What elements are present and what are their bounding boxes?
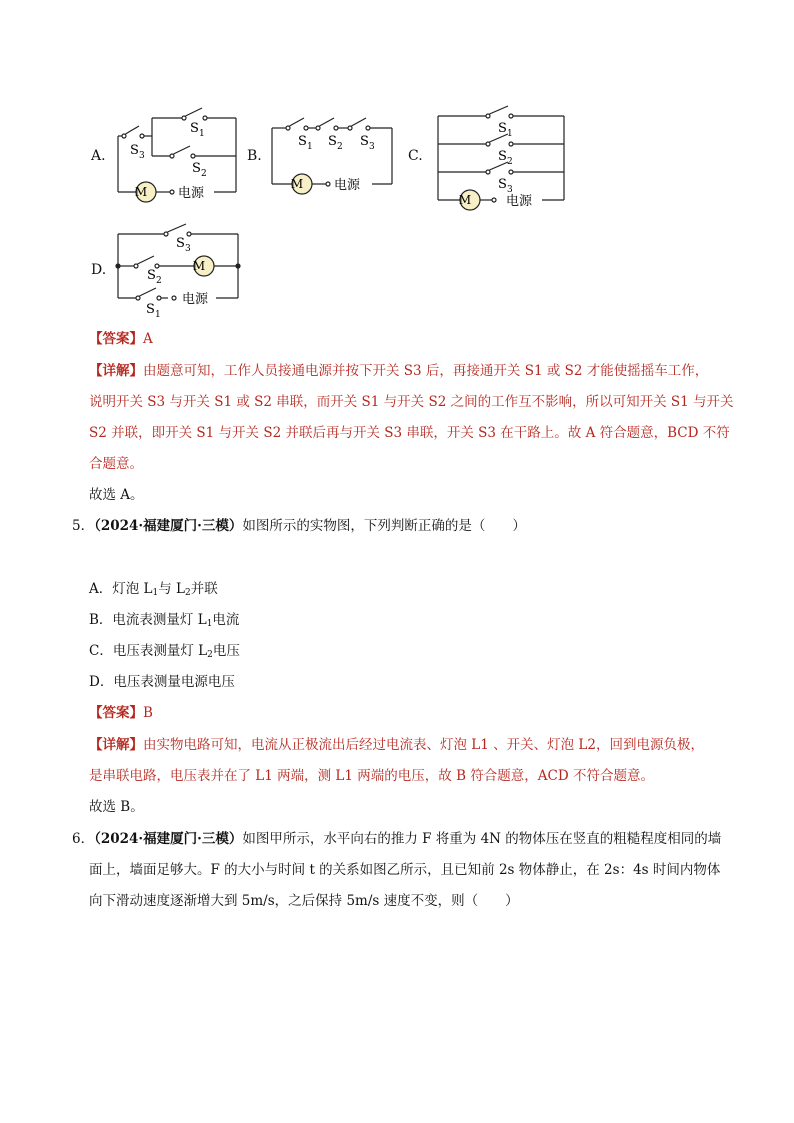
detail-text: 由题意可知，工作人员接通电源并按下开关 S3 后，再接通开关 S1 或 S2 才能使摇摇车工作， xyxy=(143,363,709,379)
q5-option-c: C．电压表测量灯 $L_2$电压 xyxy=(89,643,240,660)
power-source-label: 电源 xyxy=(182,292,209,307)
switch-s2-sub: 2 xyxy=(337,142,343,152)
q5-conclusion: 故选 B。 xyxy=(89,799,144,815)
power-source-label: 电源 xyxy=(178,186,205,201)
switch-s1-sub: 1 xyxy=(507,129,513,139)
switch-s1-label: S xyxy=(498,121,507,136)
answer-value: A xyxy=(143,331,153,347)
switch-s3-label: S xyxy=(498,177,507,192)
question-source: （2024·福建厦门·三模） xyxy=(94,518,243,534)
q5-option-a: A．灯泡 $L_1$与 $L_2$并联 xyxy=(89,581,218,598)
question-number: 5． xyxy=(72,518,95,534)
switch-s1-sub: 1 xyxy=(199,129,205,139)
motor-label: M xyxy=(458,193,472,207)
switch-s3-label: S xyxy=(360,134,369,149)
switch-s2-label: S xyxy=(147,268,156,283)
question-source: （2024·福建厦门·三模） xyxy=(94,831,243,847)
switch-s2-label: S xyxy=(328,134,337,149)
answer-label: 【答案】 xyxy=(89,331,143,347)
detail-label: 【详解】 xyxy=(89,363,143,379)
switch-s1-label: S xyxy=(298,134,307,149)
q5-detail-line-2: 是串联电路，电压表并在了 L1 两端，测 L1 两端的电压，故 B 符合题意，ACD 不符合题意。 xyxy=(89,768,654,784)
answer-label: 【答案】 xyxy=(89,705,143,721)
question-text: 如图所示的实物图，下列判断正确的是（ ） xyxy=(242,518,526,534)
q6-stem-line-1 xyxy=(72,830,721,848)
q4-detail-line-3: S2 并联，即开关 S1 与开关 S2 并联后再与开关 S3 串联，开关 S3 在干路上。故 A 符合题意，BCD 不符 xyxy=(89,425,730,441)
detail-label: 【详解】 xyxy=(89,737,143,753)
q4-detail-line-1 xyxy=(89,362,708,380)
detail-text: 由实物电路可知，电流从正极流出后经过电流表、灯泡 L1 、开关、灯泡 L2，回到电源负极， xyxy=(143,737,704,753)
q5-stem xyxy=(72,517,526,535)
switch-s3-label: S xyxy=(176,236,185,251)
q5-detail-line-1 xyxy=(89,736,704,754)
switch-s3-sub: 3 xyxy=(185,244,191,254)
option-c-label: C. xyxy=(408,148,423,164)
switch-s1-label: S xyxy=(190,121,199,136)
switch-s3-label: S xyxy=(130,143,139,158)
switch-s3-sub: 3 xyxy=(369,142,375,152)
motor-label: M xyxy=(290,177,304,191)
q4-answer xyxy=(89,330,153,348)
question-text: 如图甲所示，水平向右的推力 F 将重为 4N 的物体压在竖直的粗糙程度相同的墙 xyxy=(242,831,722,847)
circuit-diagram-b xyxy=(268,112,398,200)
q5-option-d: D．电压表测量电源电压 xyxy=(89,674,235,690)
q4-detail-line-2: 说明开关 S3 与开关 S1 或 S2 串联，而开关 S1 与开关 S2 之间的工作互不影响，所以可知开关 S1 与开关 xyxy=(89,394,734,410)
q5-answer xyxy=(89,704,153,722)
circuit-diagram-a xyxy=(112,106,244,208)
circuit-diagram-c xyxy=(432,104,572,216)
motor-label: M xyxy=(192,259,206,273)
motor-label: M xyxy=(134,185,148,199)
q4-detail-line-4: 合题意。 xyxy=(89,456,143,472)
q5-option-b: B．电流表测量灯 $L_1$电流 xyxy=(89,612,240,629)
switch-s2-label: S xyxy=(192,161,201,176)
switch-s3-sub: 3 xyxy=(139,151,145,161)
switch-s2-sub: 2 xyxy=(201,169,207,179)
q6-stem-line-3: 向下滑动速度逐渐增大到 5m/s，之后保持 5m/s 速度不变，则（ ） xyxy=(89,893,519,909)
switch-s2-label: S xyxy=(498,149,507,164)
answer-value: B xyxy=(143,705,153,721)
switch-s1-sub: 1 xyxy=(307,142,313,152)
q4-conclusion: 故选 A。 xyxy=(89,487,144,503)
option-d-label: D. xyxy=(91,262,107,278)
circuit-diagram-d xyxy=(112,222,246,322)
switch-s2-sub: 2 xyxy=(156,276,162,286)
power-source-label: 电源 xyxy=(506,194,533,209)
switch-s1-sub: 1 xyxy=(155,310,161,320)
option-a-label: A. xyxy=(91,148,106,164)
switch-s2-sub: 2 xyxy=(507,157,513,167)
switch-s3-sub: 3 xyxy=(507,185,513,195)
switch-s1-label: S xyxy=(146,302,155,317)
power-source-label: 电源 xyxy=(334,178,361,193)
question-number: 6． xyxy=(72,831,95,847)
q6-stem-line-2: 面上，墙面足够大。F 的大小与时间 t 的关系如图乙所示，且已知前 2s 物体静止，在 2s：4s 时间内物体 xyxy=(89,862,721,878)
option-b-label: B. xyxy=(247,148,262,164)
